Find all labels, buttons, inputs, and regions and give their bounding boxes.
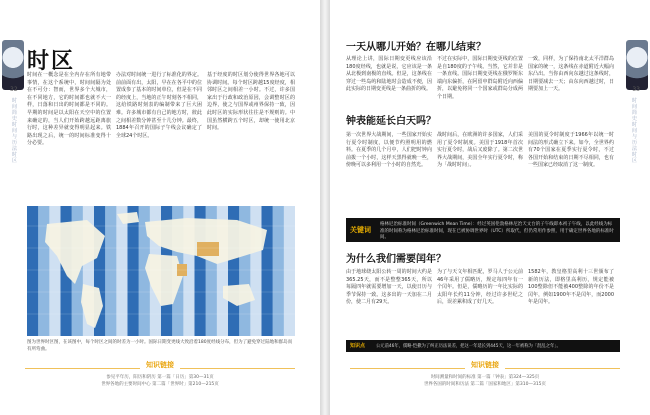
left-page — [0, 0, 320, 415]
time-zone-band — [27, 206, 38, 336]
book-gutter — [320, 0, 330, 415]
body-column: 美国的夏令时制度于1966年以统一时间法的形式确立下来。如今，全世界约有70个国家在夏季实行夏令时，不过各国开始和结束的日期不尽相同，也有一些国家已经取消了这一制度。 — [528, 132, 614, 169]
key-term-label: 关键词 — [350, 226, 371, 234]
body-column: 基于经度的时区划分使得世界各地可以协调时间。每个时区跨越15度经度，相邻时区之间相差一小时。不过，许多国家出于行政和政治原因，会调整时区的边界，使之与国界或州界保持一致，因此时区的实际形状往往是不规则的。中国虽然横跨五个时区，却统一使用北京时间。 — [207, 72, 295, 132]
knowledge-link-item[interactable]: 参见平年历，阳历和阴历 第一篇「日历」第30—31页 — [106, 375, 214, 380]
note-text: 公元前46年，儒略·恺撒为了纠正历法误差，把这一年延长到445天，这一年被称为「混乱之年」。 — [376, 344, 561, 349]
map-caption: 图为世界时区图，在该图中，每个时区之间的时差为一小时。国际日期变更线大致沿着180度经线分布，但为了避免穿过陆地和群岛而有所弯曲。 — [27, 340, 293, 352]
body-column: 1582年，教皇格里高利十三世颁布了新的历法，即格里高利历，规定能被100整除但不能被400整除的年份不是闰年，例如1900年不是闰年，而2000年是闰年。 — [528, 269, 614, 306]
body-column: 第一次世界大战期间，一些国家开始实行夏令时制度，以便节约照明用的燃料。在夏季的几个月中，人们把时钟向前拨一个小时，这样天黑得就晚一些，傍晚可以多利用一个小时的自然光。 — [346, 132, 432, 169]
knowledge-link-box — [350, 360, 620, 396]
knowledge-link-label: 知识链接 — [140, 360, 180, 370]
body-column: 办法对时间统一进行了标准化的界定。前前面有出，太阳，早在在各平中的位置成参了基本的时间单位，但是在不同的经度上，当地的正午时刻各不相同，这给铁路时刻表的编制带来了巨大困难。许多城市都有自己的地方时，彼此之间相差数分钟甚至十几分钟。最终，1884年召开的国际子午线会议确定了全球24个时区。 — [116, 72, 202, 139]
time-zone-band — [105, 206, 116, 336]
page-number: 32 — [10, 86, 18, 93]
body-column: 不过在实际中，国际日期变更线的位置是自180度的子午线。当然，它并非是一条直线。国际日期变更线在俄罗斯东端向东偏折，在阿留申群岛附近向西偏折，以避免将同一个国家或群岛分成两个日期。 — [437, 56, 523, 100]
body-column: 从理论上讲，国际日期变更线应该沿180度经线，也就是说，它应该是一条从北极到南极的直线。但是，这条线在穿过一些岛屿和陆地时会造成不便，因此实际的日期变更线是一条曲折的线。 — [346, 56, 432, 93]
clock-icon — [2, 40, 24, 90]
side-label: 时间简史 时间与历法 时区 — [12, 98, 18, 164]
body-column: 由于地球绕太阳公转一周的时间大约是365.25天，而不是整整365天，所以每隔四年就需要增加一天，以使日历与季节保持一致。这多出的一天加在二月份，使二月有29天。 — [346, 269, 432, 306]
key-term-text: 格林尼治标准时间（Greenwich Mean Time）：经过英国伦敦格林尼治天文台的子午线即本初子午线，以此经线为标准的时间称为格林尼治标准时间，现在已被协调世界时（UTC）所取代，但仍常用作参照，用于确定世界各地的标准时间。 — [380, 222, 614, 240]
time-zone-band — [116, 206, 127, 336]
time-zone-band — [128, 206, 139, 336]
time-zone-band — [262, 206, 273, 336]
knowledge-link-item[interactable]: 时间测量和时间的标准 第一篇「钟表」第324—325页 — [430, 375, 540, 380]
page-number: 33 — [632, 86, 640, 93]
section-title: 一天从哪儿开始？在哪儿结束？ — [346, 42, 486, 53]
body-column: 时间在一概念是在全内存在所有地带事情，在这个系统中，时间间隔为处在不可分：智而，世界多个大城市，在不同地方，它的时间都也就不大一样，日落和日出的时间都是不同的。早期的时间是以太阳在天空中的位置来确定的，当人们开始跨越远距离旅行时，这种差异就变得明显起来。铁路出现之后，统一的时间标准变得十分必要。 — [27, 72, 111, 147]
section-title: 为什么我们需要闰年？ — [346, 254, 446, 265]
knowledge-link-item[interactable]: 世界各地的主要时间中心 第二篇「世界时」第210—215页 — [101, 382, 219, 387]
clock-icon — [626, 40, 648, 90]
key-term-box — [346, 218, 620, 242]
highlight-region — [197, 242, 219, 256]
knowledge-link-item[interactable]: 世界各国的时间和历法 第二篇「国家和地区」第310—315页 — [423, 382, 547, 387]
time-zone-band — [273, 206, 284, 336]
body-column: 战时间后，在欧洲的许多国家，人们采用了夏令时制度。美国于1918年首次实行夏令时，战后又废除了。第二次世界大战期间，美国全年实行夏令时，称为「战时时间」。 — [437, 132, 523, 169]
knowledge-link-label: 知识链接 — [465, 360, 505, 370]
note-label: 知识点 — [350, 343, 366, 349]
right-page — [330, 0, 650, 415]
time-zone-map — [27, 206, 295, 336]
body-column: 一致，同样，为了保持南北太平洋群岛国家的统一，这条线在赤道附近大幅向东凸出。当你由西向东越过这条线时，日期要减去一天；由东向西越过时，日期要加上一天。 — [528, 56, 614, 93]
page-title: 时区 — [27, 49, 76, 74]
note-box — [346, 340, 620, 352]
body-column: 为了与天文年相匹配，罗马人于公元前46年采用了儒略历，规定每四年有一个闰年。但是，儒略历的一年比实际的太阳年长约11分钟，经过许多世纪之后，误差累积成了好几天。 — [437, 269, 523, 306]
section-title: 钟表能延长白天吗？ — [346, 116, 436, 127]
side-label: 时间简史 时间与历法 时区 — [632, 98, 638, 164]
time-zone-band — [284, 206, 295, 336]
knowledge-link-box — [25, 360, 295, 396]
